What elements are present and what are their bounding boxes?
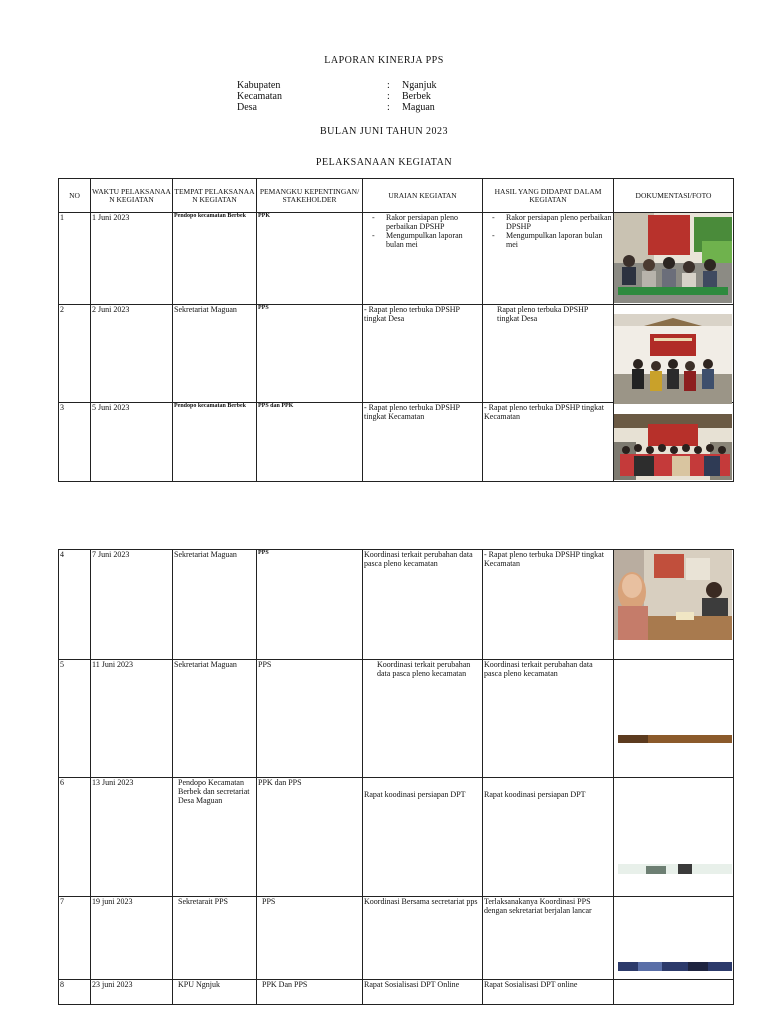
cell-stakeholder: PPS [257, 305, 363, 403]
cell-no: 4 [59, 550, 91, 660]
cell-stakeholder: PPS [257, 550, 363, 660]
cell-uraian: - Rapat pleno terbuka DPSHP tingkat Kecamatan [363, 403, 483, 482]
cell-no: 6 [59, 778, 91, 897]
cell-photo [614, 660, 734, 778]
info-row-desa [237, 102, 436, 113]
cell-tempat: Pendopo kecamatan Berbek [173, 403, 257, 482]
cell-waktu: 7 Juni 2023 [91, 550, 173, 660]
cell-stakeholder: PPS dan PPK [257, 403, 363, 482]
cell-tempat: Sekretariat Maguan [173, 305, 257, 403]
cell-waktu: 11 Juni 2023 [91, 660, 173, 778]
column-header-waktu: WAKTU PELAKSANAA N KEGIATAN [91, 179, 173, 213]
cell-no: 8 [59, 980, 91, 1005]
cell-uraian: Rapat Sosialisasi DPT Online [363, 980, 483, 1005]
cell-hasil: - Rapat pleno terbuka DPSHP tingkat Kecamatan [483, 550, 614, 660]
info-label: Desa [237, 102, 257, 113]
table-row [59, 660, 734, 778]
cell-hasil [483, 213, 614, 305]
column-header-no: NO [59, 179, 91, 213]
cell-uraian: Koordinasi terkait perubahan data pasca pleno kecamatan [363, 660, 483, 778]
cell-hasil: Terlaksanakanya Koordinasi PPS dengan sekretariat berjalan lancar [483, 897, 614, 980]
photo-rakor-pendopo [614, 213, 732, 303]
column-header-tempat: TEMPAT PELAKSANAA N KEGIATAN [173, 179, 257, 213]
photo-pleno-desa [614, 314, 732, 404]
cell-no: 7 [59, 897, 91, 980]
cell-stakeholder: PPK Dan PPS [257, 980, 363, 1005]
cell-no: 3 [59, 403, 91, 482]
cell-no: 2 [59, 305, 91, 403]
cell-tempat: Sekretarait PPS [173, 897, 257, 980]
cell-uraian: Rapat koodinasi persiapan DPT [363, 778, 483, 897]
section-title: PELAKSANAAN KEGIATAN [315, 157, 453, 168]
cell-stakeholder: PPK [257, 213, 363, 305]
column-header-uraian: URAIAN KEGIATAN [363, 179, 483, 213]
cell-photo [614, 778, 734, 897]
cell-stakeholder: PPK dan PPS [257, 778, 363, 897]
info-colon: : [387, 91, 390, 102]
cell-tempat: Pendopo kecamatan Berbek [173, 213, 257, 305]
photo-strip-19-juni [618, 962, 732, 971]
cell-tempat: KPU Ngnjuk [173, 980, 257, 1005]
table-row [59, 778, 734, 897]
cell-uraian [363, 213, 483, 305]
cell-waktu: 2 Juni 2023 [91, 305, 173, 403]
cell-hasil: Rapat koodinasi persiapan DPT [483, 778, 614, 897]
cell-no: 1 [59, 213, 91, 305]
info-value: Berbek [402, 91, 431, 102]
column-header-stakeholder: PEMANGKU KEPENTINGAN/ STAKEHOLDER [257, 179, 363, 213]
report-period: BULAN JUNI TAHUN 2023 [319, 126, 449, 137]
info-row-kecamatan [237, 91, 436, 102]
cell-waktu: 23 juni 2023 [91, 980, 173, 1005]
cell-photo [614, 980, 734, 1005]
cell-waktu: 13 Juni 2023 [91, 778, 173, 897]
cell-tempat: Sekretariat Maguan [173, 550, 257, 660]
location-info [237, 80, 436, 113]
cell-uraian: - Rapat pleno terbuka DPSHP tingkat Desa [363, 305, 483, 403]
cell-waktu: 5 Juni 2023 [91, 403, 173, 482]
column-header-hasil: HASIL YANG DIDAPAT DALAM KEGIATAN [483, 179, 614, 213]
report-title: LAPORAN KINERJA PPS [324, 55, 444, 66]
cell-hasil: Rapat Sosialisasi DPT online [483, 980, 614, 1005]
list-item: - Mengumpulkan laporan bulan mei [506, 231, 612, 249]
info-colon: : [387, 80, 390, 91]
photo-koordinasi-sekretariat [614, 550, 732, 640]
info-row-kabupaten [237, 80, 436, 91]
cell-uraian: Koordinasi Bersama secretariat pps [363, 897, 483, 980]
cell-tempat: Sekretariat Maguan [173, 660, 257, 778]
info-label: Kabupaten [237, 80, 281, 91]
list-item: - Rakor persiapan pleno perbaikan DPSHP [506, 213, 612, 231]
info-value: Nganjuk [402, 80, 437, 91]
cell-stakeholder: PPS [257, 897, 363, 980]
photo-strip-11-juni [618, 735, 732, 743]
table-header-row [59, 179, 734, 213]
table-row [59, 980, 734, 1005]
cell-hasil: Rapat pleno terbuka DPSHP tingkat Desa [483, 305, 614, 403]
info-value: Maguan [402, 102, 435, 113]
cell-hasil: Koordinasi terkait perubahan data pasca pleno kecamatan [483, 660, 614, 778]
info-label: Kecamatan [237, 91, 282, 102]
cell-waktu: 1 Juni 2023 [91, 213, 173, 305]
cell-tempat: Pendopo Kecamatan Berbek dan secretariat Desa Maguan [173, 778, 257, 897]
info-colon: : [387, 102, 390, 113]
cell-uraian: Koordinasi terkait perubahan data pasca pleno kecamatan [363, 550, 483, 660]
photo-pleno-kecamatan [614, 414, 732, 480]
column-header-dokumentasi: DOKUMENTASI/FOTO [614, 179, 734, 213]
list-item: - Rakor persiapan pleno perbaikan DPSHP [386, 213, 481, 231]
cell-waktu: 19 juni 2023 [91, 897, 173, 980]
cell-stakeholder: PPS [257, 660, 363, 778]
list-item: - Mengumpulkan laporan bulan mei [386, 231, 481, 249]
cell-hasil: - Rapat pleno terbuka DPSHP tingkat Kecamatan [483, 403, 614, 482]
cell-no: 5 [59, 660, 91, 778]
photo-strip-13-juni [618, 864, 732, 874]
